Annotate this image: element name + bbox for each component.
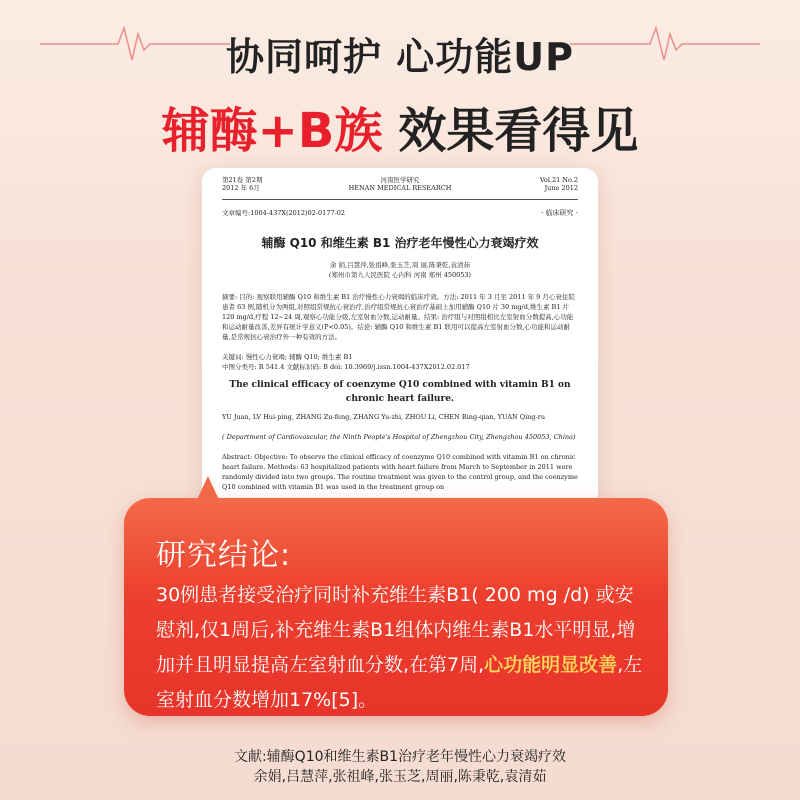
subheadline — [0, 92, 800, 161]
paper-abstract-cn: 摘要: 目的: 观察联用辅酶 Q10 和维生素 B1 治疗慢性心力衰竭的临床疗效。方法: 2011 年 3 月至 2011 年 9 月心衰住院患者 63 例,随机分为两组,对照组常规抗心衰治疗,治疗组常规抗心衰治疗基础上加用辅酶 Q10 片 30 mg/d,维生素 B1 片 120 mg/d,疗程 12~24 周,观察心功能分级,左室射血分数,运动耐量。结果: 治疗组与对照组相比左室射血分数提高,心功能和运动耐量改善,差异有统计学意义(P<0.05)。结论: 辅酶 Q10 和维生素 B1 联用可以提高左室射血分数,心功能和运动耐量,是常规抗心衰治疗外一种有效的方法。 — [222, 293, 575, 341]
paper-article-no: 文章编号:1004-437X(2012)02-0177-02 — [222, 209, 346, 217]
paper-abstract-en: Abstract: Objective: To observe the clinical efficacy of coenzyme Q10 combined with vitamin B1 on chronic heart failure. Methods: 63 hospitalized patients with heart failure from March to September in 2011 were randomly divided into two groups. The routine treatment was given to the control group, and the coenzyme Q10 combined with vitamin B1 was used in the treatment group on — [222, 453, 578, 491]
paper-header-center: 河南医学研究 HENAN MEDICAL RESEARCH — [348, 176, 452, 192]
journal-paper-image — [202, 168, 598, 508]
conclusion-title: 研究结论: — [156, 538, 292, 573]
paper-affiliation-cn: (郑州市第九人民医院 心内科 河南 郑州 450053) — [328, 271, 472, 279]
paper-title-en: The clinical efficacy of coenzyme Q10 combined with vitamin B1 on chronic heart failure. — [229, 380, 571, 404]
headline: 协同呵护 心功能UP — [226, 35, 574, 79]
paper-title-cn: 辅酶 Q10 和维生素 B1 治疗老年慢性心力衰竭疗效 — [261, 236, 539, 250]
conclusion-body — [156, 578, 646, 718]
paper-category: · 临床研究 · — [541, 209, 578, 217]
conclusion-highlight: 心功能明显改善 — [484, 654, 618, 676]
paper-authors-cn: 余 娟,吕慧萍,张祖峰,张玉芝,周 丽,陈秉乾,袁清茹 — [329, 261, 471, 269]
conclusion-text-before: 30例患者接受治疗同时补充维生素B1( 200 mg /d) 或安慰剂,仅1周后,补充维生素B1组体内维生素B1水平明显,增加并且明显提高左室射血分数,在第7周, — [156, 584, 636, 676]
conclusion-text-after: ,左室射血分数增加17%[5]。 — [156, 654, 643, 711]
paper-keywords-cn: 关键词: 慢性心力衰竭; 辅酶 Q10; 维生素 B1 — [222, 353, 353, 361]
reference-line-1: 文献:辅酶Q10和维生素B1治疗老年慢性心力衰竭疗效 — [233, 749, 567, 765]
paper-header — [222, 176, 578, 200]
subheadline-dark: 效果看得见 — [398, 103, 639, 159]
reference-line-2: 余娟,吕慧萍,张祖峰,张玉芝,周丽,陈秉乾,袁清茹 — [253, 769, 547, 785]
paper-affiliation-en: ( Department of Cardiovascular, the Ninth People's Hospital of Zhengzhou City, Zhengzhou 450053, China) — [222, 433, 576, 441]
paper-header-left: 第21卷 第2期 2012 年 6月 — [222, 176, 263, 192]
paper-authors-en: YU Juan, LV Hui-ping, ZHANG Zu-feng, ZHANG Yu-zhi, ZHOU Li, CHEN Bing-qian, YUAN Qing-ru — [222, 413, 546, 421]
paper-header-right: Vol.21 No.2 June 2012 — [539, 176, 578, 192]
paper-clc-cn: 中图分类号: R 541.4 文献标识码: B doi: 10.3969/j.issn.1004-437X2012.02.017 — [222, 363, 470, 371]
subheadline-red: 辅酶+B族 — [161, 103, 383, 159]
